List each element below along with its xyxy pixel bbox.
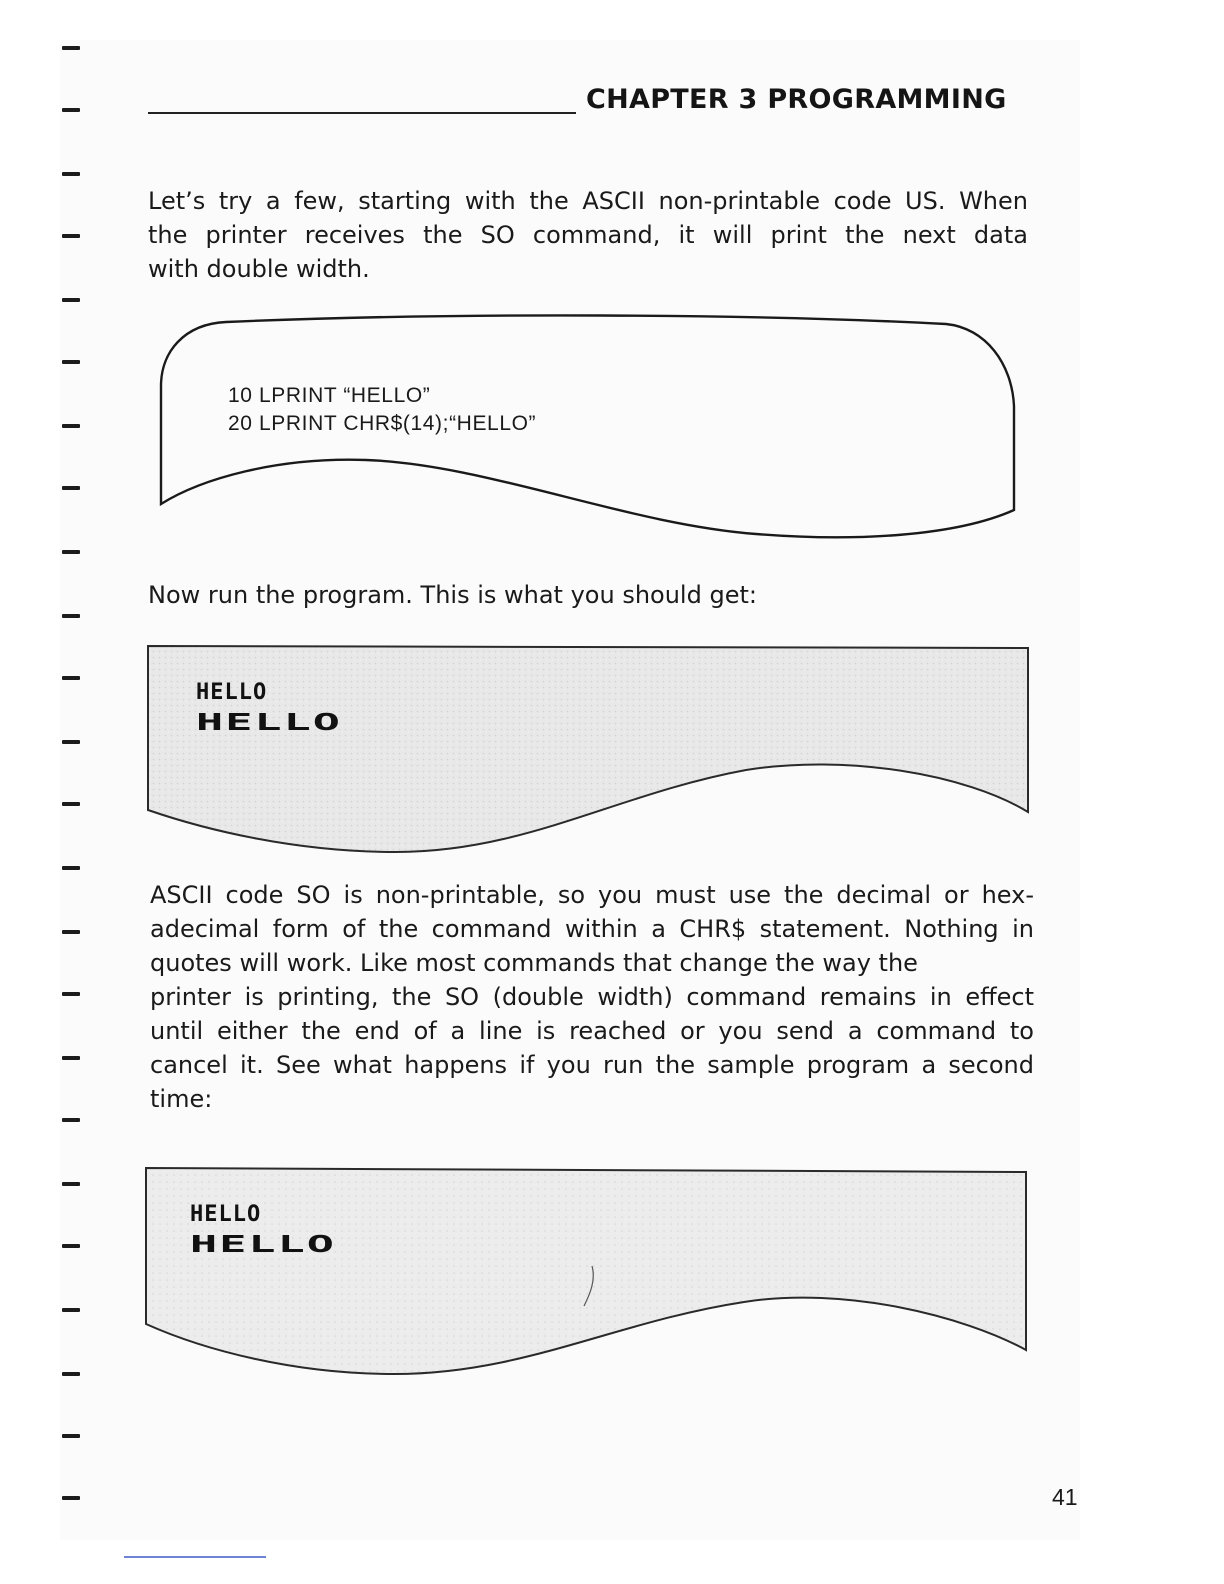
paragraph-line: cancel it. See what happens if you run the sample program a second (150, 1051, 1034, 1079)
paragraph-line: Now run the program. This is what you should get: (148, 581, 757, 609)
binding-tick (62, 1496, 80, 1500)
binding-tick (62, 46, 80, 50)
intro-paragraph (148, 184, 1028, 286)
printer-output-second (144, 1166, 1030, 1382)
paragraph-line: the printer receives the SO command, it will print the next data (148, 221, 1028, 249)
paragraph-line: until either the end of a line is reached or you send a command to (150, 1017, 1034, 1045)
header-rule (148, 112, 576, 114)
code-line: 10 LPRINT “HELLO” (228, 384, 431, 407)
printout-double-width-hello: HELLO (190, 1232, 337, 1259)
binding-tick (62, 360, 80, 364)
paragraph-line: ASCII code SO is non-printable, so you must use the decimal or hex- (150, 881, 1034, 909)
printer-output-first (146, 644, 1032, 860)
binding-tick (62, 234, 80, 238)
explanation-paragraph (150, 878, 1034, 1116)
binding-tick (62, 866, 80, 870)
page-number: 41 (1052, 1484, 1078, 1510)
printout-normal-hello: HELLO (190, 1202, 262, 1227)
binding-tick (62, 614, 80, 618)
binding-tick (62, 802, 80, 806)
printout-double-width-hello: HELLO (196, 710, 343, 737)
binding-tick (62, 298, 80, 302)
run-paragraph (148, 578, 1028, 612)
paragraph-line: with double width. (148, 255, 370, 283)
binding-margin-marks (62, 0, 122, 1584)
binding-tick (62, 740, 80, 744)
printout-normal-hello: HELLO (196, 680, 268, 705)
paragraph-line: printer is printing, the SO (double width) command remains in effect (150, 983, 1034, 1011)
paragraph-line: time: (150, 1085, 213, 1113)
chapter-title: CHAPTER 3 PROGRAMMING (586, 84, 1007, 115)
binding-tick (62, 1182, 80, 1186)
binding-tick (62, 1244, 80, 1248)
binding-tick (62, 172, 80, 176)
binding-tick (62, 1308, 80, 1312)
binding-tick (62, 1372, 80, 1376)
binding-tick (62, 1434, 80, 1438)
binding-tick (62, 1056, 80, 1060)
binding-tick (62, 930, 80, 934)
binding-tick (62, 992, 80, 996)
paragraph-line: Let’s try a few, starting with the ASCII non-printable code US. When (148, 187, 1028, 215)
footer-rule (124, 1556, 266, 1558)
binding-tick (62, 424, 80, 428)
binding-tick (62, 676, 80, 680)
printout-paper (146, 644, 1032, 860)
paragraph-line: adecimal form of the command within a CHR$ statement. Nothing in (150, 915, 1034, 943)
binding-tick (62, 108, 80, 112)
binding-tick (62, 486, 80, 490)
code-text (228, 382, 536, 438)
binding-tick (62, 550, 80, 554)
paragraph-line: quotes will work. Like most commands that change the way the (150, 949, 918, 977)
binding-tick (62, 1118, 80, 1122)
code-line: 20 LPRINT CHR$(14);“HELLO” (228, 412, 537, 435)
printout-paper (144, 1166, 1030, 1382)
code-listing (156, 314, 1020, 550)
